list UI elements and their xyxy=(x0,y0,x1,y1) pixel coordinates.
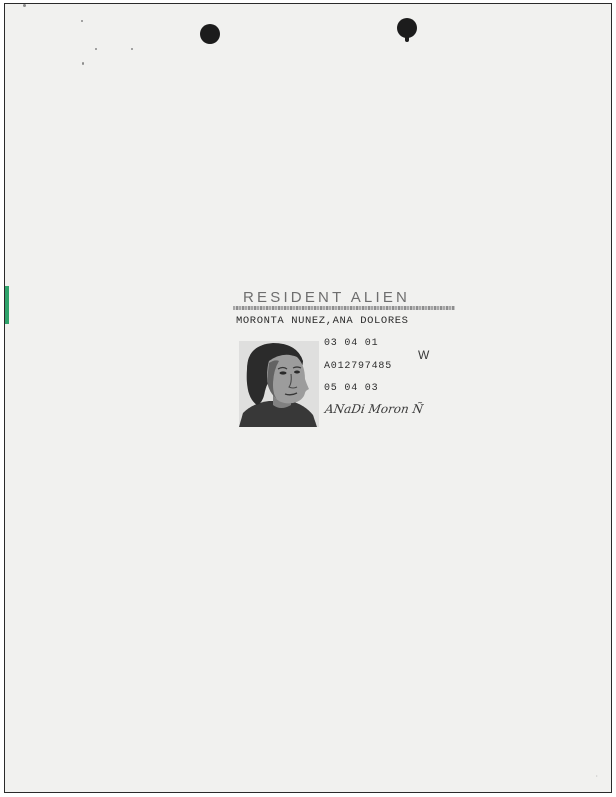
scan-speck xyxy=(81,20,83,22)
alien-number: A012797485 xyxy=(324,361,393,372)
punch-hole-right xyxy=(397,18,417,38)
scan-speck xyxy=(23,4,26,7)
corner-speck: · xyxy=(595,773,599,780)
resident-alien-card xyxy=(233,287,458,432)
scan-speck xyxy=(82,62,84,65)
scan-speck xyxy=(95,48,97,50)
scanned-page xyxy=(4,3,612,793)
class-code: W xyxy=(418,348,430,362)
punch-hole-left xyxy=(200,24,220,44)
holder-name: MORONTA NUNEZ,ANA DOLORES xyxy=(236,315,409,327)
card-title: RESIDENT ALIEN xyxy=(243,289,411,306)
scan-speck xyxy=(131,48,133,50)
holder-signature: ANaDi Moron Ñ xyxy=(324,402,425,416)
holder-photo xyxy=(239,341,319,427)
date-field-2: 05 04 03 xyxy=(324,383,379,394)
date-field-1: 03 04 01 xyxy=(324,338,379,349)
title-rule xyxy=(233,306,455,310)
edge-tab-marker xyxy=(5,286,9,324)
